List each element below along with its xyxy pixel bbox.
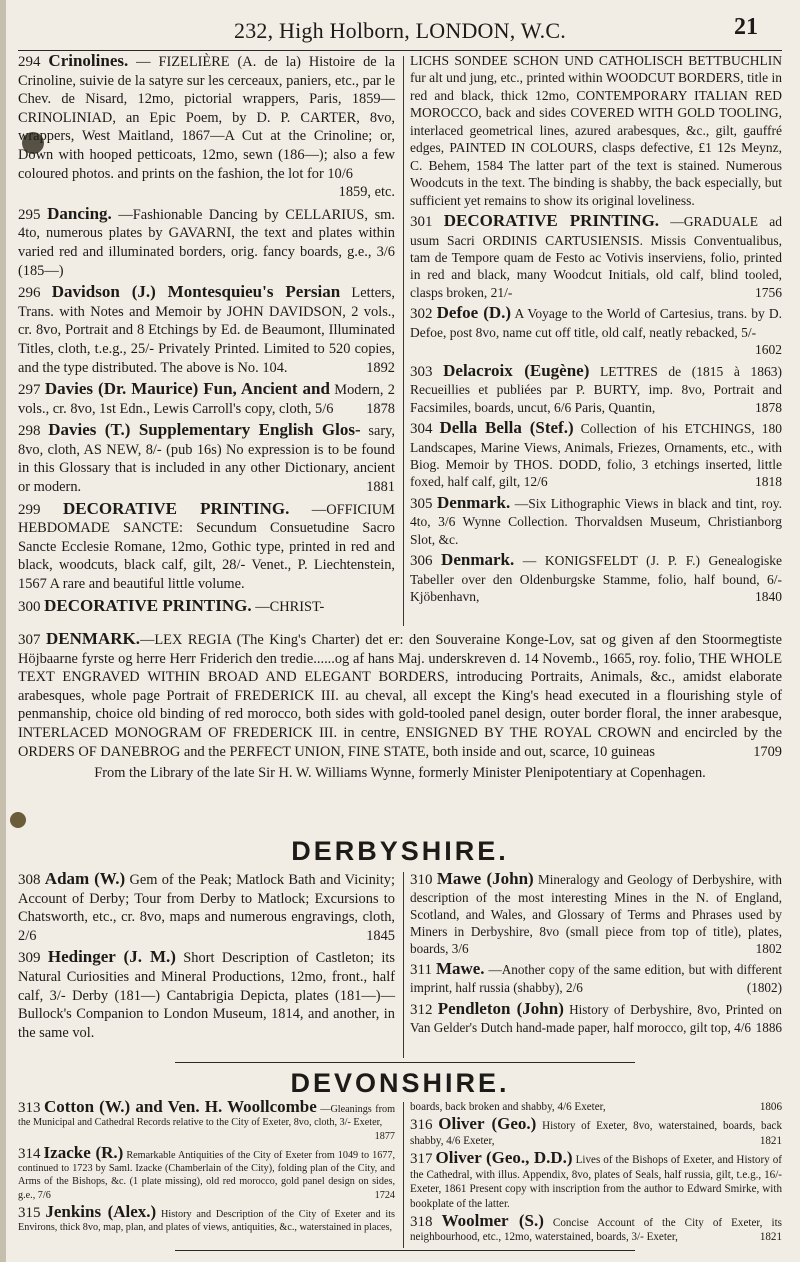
entry-number: 314: [18, 1145, 41, 1162]
entry-text: Lives of the Bishops of Exeter, and History of the Cathedral, with illus. Appendix, 8vo, plates of Seals, half russia, gilt, t.e.g., 16/- Exeter, 1861 Present copy with inscription from the author to Edward Smirke, with bookplate of the latter.: [410, 1154, 782, 1210]
entry-text: —Fashionable Dancing by CELLARIUS, sm. 4to, numerous plates by GAVARNI, the text and plates within varied red and illuminated borders, orig. fancy boards, g.e., 3/6 (185—): [18, 206, 395, 279]
running-head: 232, High Holborn, LONDON, W.C.: [234, 18, 566, 43]
section-rule: [175, 1250, 635, 1251]
entry-headword: DECORATIVE PRINTING.: [62, 498, 290, 518]
entry-number: 294: [18, 54, 41, 70]
entry-headword: Davidson (J.) Montesquieu's Persian: [51, 282, 341, 302]
catalogue-entry: [18, 283, 395, 377]
devonshire-right-column: [410, 1100, 782, 1248]
entry-text: Remarkable Antiquities of the City of Exeter from 1049 to 1677, continued to 1723 by Saml. Izacke (Chamberlain of the City), folding plan of the City, and Arms of the Bishops, &c. (1 plate missing), old red morocco, gold panel design on sides, g.e., 7/6: [18, 1149, 396, 1201]
entry-text: LICHS SONDEE SCHON UND CATHOLISCH BETTBUCHLIN fur alt und jung, etc., printed within WOODCUT BORDERS, title in red and black, thick 12mo, CONTEMPORARY ITALIAN RED MOROCCO, back and sides COVERED WITH GOLD TOOLING, interlaced geometrical lines, azured arabesques, &c., gilt, gauffré edges, PAINTED IN COLOURS, clasps defective, £1 12s Meynz, C. Behem, 1584 The latter part of the text is stained. Numerous Woodcuts in the text. The binding is shabby, the back especially, but sufficient yet remains to show its original loveliness.: [410, 53, 782, 208]
entry-date: 1821: [759, 1231, 782, 1244]
entry-text: — FIZELIÈRE (A. de la) Histoire de la Crinoline, suivie de la satyre sur les cerceaux, paniers, etc., par le Chev. de Nisard, 12mo, pictorial wrappers, Paris, 1859—CRINOLINIAD, an Epic Poem, by D. P. CARTER, 8vo, wrappers, West Maitland, 1867—A Cut at the Crinoline; or, Down with hooped petticoats, 12mo, sewn (186—); also a few coloured photos. and prints on the fashion, the lot for 10/6: [18, 54, 395, 182]
entry-headword: Hedinger (J. M.): [47, 947, 176, 967]
catalogue-entry: [18, 421, 395, 496]
devonshire-left-column: [18, 1097, 396, 1238]
entry-headword: DECORATIVE PRINTING.: [443, 211, 660, 231]
entry-number: 307: [18, 632, 41, 648]
entry-headword: Denmark.: [437, 492, 511, 512]
entry-text: Short Description of Castleton; its Natural Curiosities and Mineral Productions, 12mo, front., half calf, 3/- Derby (181—) Cantabrigia Depicta, plates (181—)—Bullock's Companion to London Museum, 1814, and another, in the same vol.: [18, 950, 395, 1041]
column-divider: [403, 56, 404, 626]
catalogue-entry: [410, 1100, 782, 1114]
catalogue-entry: [18, 380, 395, 418]
entry-number: 317: [410, 1151, 433, 1168]
entry-text: sary, 8vo, cloth, AS NEW, 8/- (pub 16s) No expression is to be found in this Glossary that is included in any other Dictionary, ancient or modern.: [18, 423, 395, 496]
entry-text: History of Exeter, 8vo, waterstained, boards, back shabby, 4/6 Exeter,: [410, 1120, 782, 1147]
catalogue-entry: [18, 597, 395, 617]
entry-date: 1845: [366, 927, 395, 944]
section-heading-derbyshire: DERBYSHIRE.: [291, 836, 509, 866]
entry-headword: Davies (T.) Supplementary English Glos-: [48, 420, 361, 440]
entry-date: 1709: [753, 743, 782, 760]
entry-headword: Jenkins (Alex.): [45, 1201, 157, 1221]
entry-date: 1877: [374, 1130, 395, 1142]
entry-headword: Pendleton (John): [437, 998, 564, 1018]
entry-date: 1859, etc.: [338, 184, 395, 201]
catalogue-entry: [410, 419, 782, 491]
catalogue-entry: [18, 1097, 396, 1143]
entry-date: 1886: [755, 1019, 782, 1035]
entry-number: 310: [410, 872, 433, 888]
entry-headword: Davies (Dr. Maurice) Fun, Ancient and: [44, 379, 330, 399]
entry-headword: Woolmer (S.): [441, 1210, 544, 1230]
entry-headword: Cotton (W.) and Ven. H. Woollcombe: [43, 1097, 317, 1116]
entry-date: 1756: [755, 284, 782, 300]
column-divider: [403, 1102, 404, 1248]
entry-headword: Della Bella (Stef.): [439, 418, 574, 438]
left-column: [18, 52, 395, 619]
catalogue-entry: [18, 948, 395, 1042]
ornament-mark: [10, 812, 26, 828]
catalogue-entry: [410, 304, 782, 358]
entry-number: 315: [18, 1204, 41, 1221]
denmark-entry: [18, 630, 782, 783]
entry-text: —LEX REGIA (The King's Charter) det er: den Souveraine Konge-Lov, sat og given af den Stoormegtiste Höjbaarne fyrste og herre Herr Friderich den tredie......og af hans Maj. underskreven d. 14 Novemb., 1665, roy. folio, THE WHOLE TEXT ENGRAVED WITHIN BROAD AND ELEGANT BORDERS, introducing Portraits, Animals, &c., amidst elaborate arabesques, whole page Portrait of FREDERICK III. au cheval, all except the King's head executed in a flourishing style of penmanship, choice old binding of red morocco, both sides with gold-tooled panel design, outer border floral, the inner arabesque, INTERLACED MONOGRAM OF FREDERICK III. in centre, ENSIGNED BY THE ROYAL CROWN and encircled by the ORDERS OF DANEBROG and the PERFECT UNION, FINE STATE, both inside and out, scarce, 10 guineas: [18, 632, 782, 760]
entry-number: 301: [410, 214, 433, 231]
catalogue-entry: [18, 870, 395, 945]
entry-number: 316: [410, 1117, 433, 1134]
entry-headword: Denmark.: [441, 550, 515, 570]
entry-text: —OFFICIUM HEBDOMADE SANCTE: Secundum Consuetudine Sacro Sancte Ecclesie Romane, 12mo, Gothic type, printed in red and black, woodcuts, black calf, gilt, 28/- Venet., P. Liechtenstein, 1567 A rare and beautiful little volume.: [18, 501, 395, 593]
page-number: 21: [734, 14, 758, 40]
entry-text: History of Derbyshire, 8vo, Printed on Van Gelder's Dutch hand-made paper, half morocco, gilt top, 4/6: [410, 1001, 783, 1035]
right-column: [410, 52, 782, 609]
catalogue-entry: [410, 870, 782, 957]
entry-date: 1602: [755, 342, 782, 358]
catalogue-entry: [18, 500, 395, 594]
entry-headword: Defoe (D.): [436, 303, 512, 323]
entry-number: 311: [410, 962, 432, 979]
entry-text: —CHRIST-: [255, 598, 325, 615]
catalogue-entry: [410, 1114, 782, 1148]
entry-number: 306: [410, 553, 433, 570]
entry-headword: Delacroix (Eugène): [443, 360, 590, 380]
entry-headword: Mawe.: [435, 959, 485, 979]
entry-date: (1802): [746, 980, 782, 996]
entry-headword: DENMARK.: [46, 629, 140, 648]
entry-date: 1802: [755, 941, 782, 957]
catalogue-entry: [410, 551, 782, 605]
entry-number: 295: [18, 206, 41, 223]
entry-text: Collection of his ETCHINGS, 180 Landscapes, Marine Views, Animals, Friezes, Ornaments, etc., with Biog. Memoir by THOS. DODD, folio, 3 etchings inserted, little foxed, half calf, gilt, 12/6: [410, 421, 782, 490]
entry-number: 312: [410, 1001, 433, 1018]
catalogue-entry: [410, 1210, 782, 1245]
entry-text: LETTRES de (1815 à 1863) Recueillies et publiées par P. BURTY, imp. 8vo, Portrait and Facsimiles, boards, uncut, 6/6 Paris, Quantin,: [410, 363, 783, 415]
catalogue-entry: [18, 205, 395, 280]
entry-date: 1881: [366, 479, 395, 496]
entry-number: 313: [18, 1100, 41, 1116]
entry-headword: Oliver (Geo.): [438, 1114, 537, 1134]
entry-headword: Crinolines.: [48, 51, 129, 70]
catalogue-entry: [410, 362, 782, 416]
entry-text: —Another copy of the same edition, but with different imprint, half russia (shabby), 2/6: [410, 962, 783, 996]
entry-text: boards, back broken and shabby, 4/6 Exeter,: [410, 1101, 606, 1113]
derbyshire-left-column: [18, 870, 395, 1045]
entry-headword: DECORATIVE PRINTING.: [44, 595, 252, 615]
entry-number: 304: [410, 421, 433, 438]
entry-date: 1878: [366, 400, 395, 417]
header-rule: [18, 50, 782, 51]
page-header: [0, 8, 800, 48]
entry-number: 297: [18, 382, 41, 399]
entry-text: —Gleanings from the Municipal and Cathedral Records relative to the City of Exeter, 8vo, cloth, 3/- Exeter,: [18, 1104, 396, 1129]
entry-date: 1878: [755, 399, 782, 415]
entry-number: 305: [410, 495, 433, 512]
entry-number: 318: [410, 1213, 433, 1230]
entry-date: 1821: [759, 1134, 782, 1147]
entry-number: 300: [18, 598, 41, 615]
entry-number: 296: [18, 285, 41, 302]
entry-date: 1818: [755, 474, 782, 490]
entry-date: 1892: [366, 359, 395, 376]
entry-text: — KONIGSFELDT (J. P. F.) Genealogiske Tabeller over den Oldenburgske Stamme, folio, half bound, 6/- Kjöbenhavn,: [410, 553, 783, 605]
section-rule: [175, 1062, 635, 1063]
entry-number: 303: [410, 363, 433, 380]
catalogue-entry: [410, 960, 782, 996]
entry-number: 302: [410, 306, 433, 323]
entry-headword: Oliver (Geo., D.D.): [435, 1148, 573, 1168]
entry-text: History and Description of the City of Exeter and its Environs, thick 8vo, map, plan, and plates of views, antiquities, &c., waterstained in places,: [18, 1208, 396, 1234]
section-heading-devonshire: DEVONSHIRE.: [290, 1068, 510, 1098]
catalogue-entry: [410, 1000, 782, 1036]
entry-text: Modern, 2 vols., cr. 8vo, 1st Edn., Lewis Carroll's copy, cloth, 5/6: [18, 382, 395, 417]
entry-headword: Adam (W.): [44, 869, 126, 888]
entry-headword: Izacke (R.): [43, 1142, 124, 1162]
entry-date: 1840: [755, 589, 782, 605]
entry-headword: Dancing.: [47, 203, 112, 223]
entry-text: A Voyage to the World of Cartesius, trans. by D. Defoe, post 8vo, name cut off title, old calf, neatly rebacked, 5/-: [410, 306, 783, 340]
entry-text: Letters, Trans. with Notes and Memoir by JOHN DAVIDSON, 2 vols., cr. 8vo, Portrait and 8 Etchings by Ed. de Beaumont, Illuminated Titles, cloth, t.e.g., 25/- Privately Printed. Limited to 520 copies, and the type distributed. The above is No. 104.: [18, 285, 395, 376]
entry-text: —Six Lithographic Views in black and tint, roy. 4to, 3/6 Wynne Collection. Thorvaldsen Museum, Christianborg Slot, &c.: [410, 495, 783, 547]
catalogue-entry: [410, 494, 782, 548]
catalogue-entry: [410, 52, 782, 209]
entry-number: 298: [18, 423, 41, 440]
catalogue-entry: [18, 1142, 396, 1202]
entry-number: 299: [18, 501, 41, 518]
catalogue-entry: [410, 1148, 782, 1211]
entry-headword: Mawe (John): [436, 869, 534, 888]
entry-text: Gem of the Peak; Matlock Bath and Vicinity; Account of Derby; Tour from Derby to Matlock; Excursions to Chatsworth, etc., cr. 8vo, maps and numerous engravings, cloth, 2/6: [18, 872, 395, 944]
catalogue-entry: [18, 630, 782, 761]
derbyshire-right-column: [410, 870, 782, 1039]
entry-date: 1806: [759, 1101, 782, 1113]
provenance-note: From the Library of the late Sir H. W. Williams Wynne, formerly Minister Plenipotentiary at Copenhagen.: [94, 765, 706, 782]
entry-date: 1724: [374, 1189, 395, 1201]
entry-text: Concise Account of the City of Exeter, its neighbourhood, etc., 12mo, waterstained, boards, 3/- Exeter,: [410, 1216, 782, 1244]
entry-text: —GRADUALE ad usum Sacri ORDINIS CARTUSIENSIS. Missis Conventualibus, tam de Tempore quam de Festo ac Votivis inserviens, folio, printed in red and black, many Woodcut Initials, old calf, blind tooled, clasps broken, 21/-: [410, 214, 782, 300]
catalogue-entry: [18, 1201, 396, 1235]
entry-number: 309: [18, 950, 41, 967]
entry-number: 308: [18, 872, 41, 888]
column-divider: [403, 872, 404, 1058]
catalogue-entry: [18, 52, 395, 202]
entry-text: Mineralogy and Geology of Derbyshire, with description of the most interesting Mines in the N. of England, Scotland, and Wales, and Glossary of Terms and Phrases used by Miners in Derbyshire, 8vo (small piece from top of title), plates, boards, 3/6: [410, 872, 782, 957]
catalogue-entry: [410, 212, 782, 301]
